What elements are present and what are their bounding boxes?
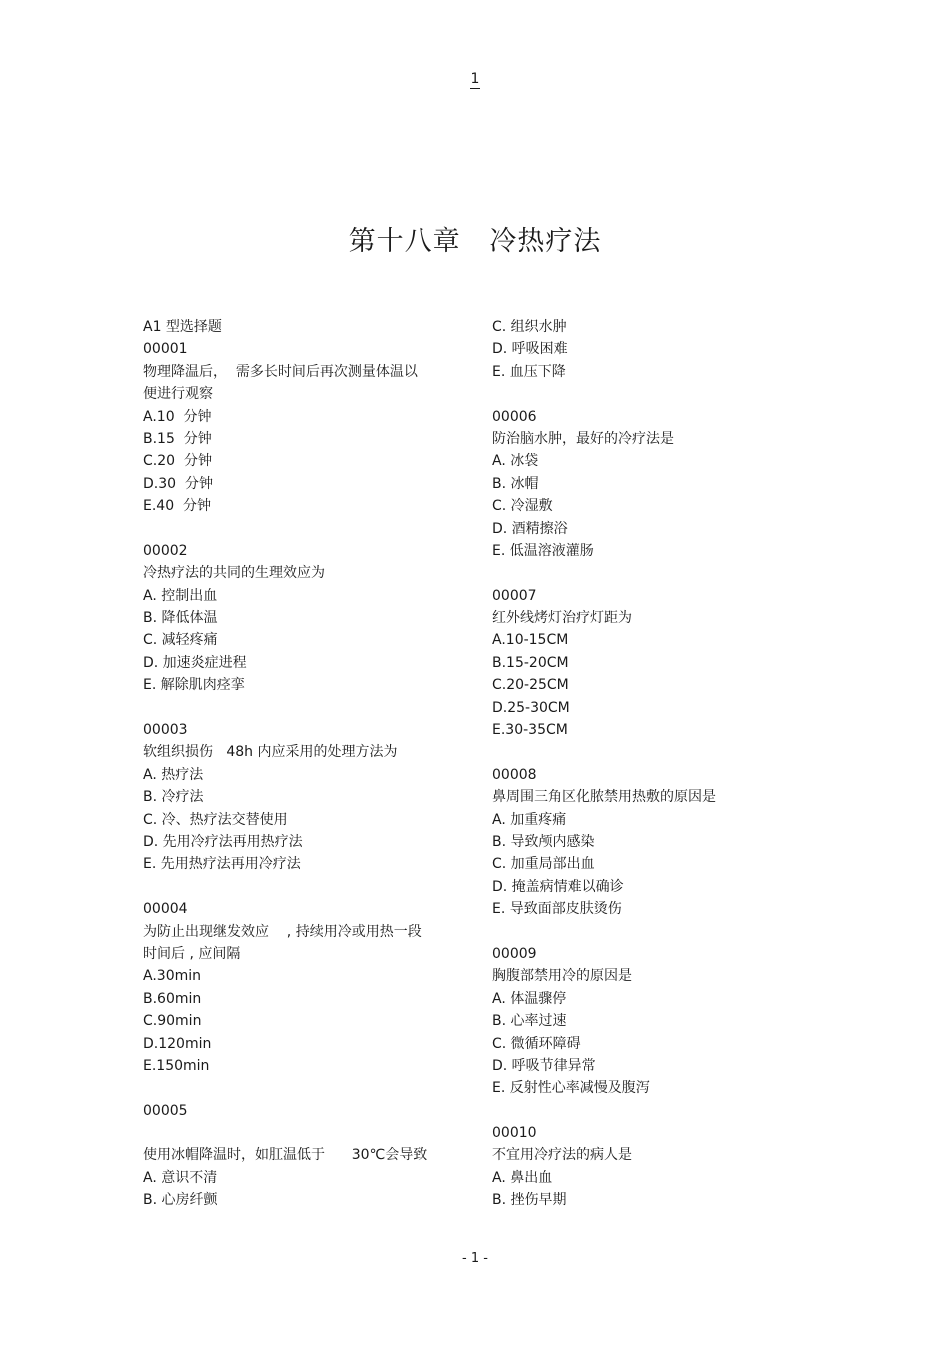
answer-option: B. 导致颅内感染 xyxy=(492,833,595,850)
answer-option: E. 导致面部皮肤烫伤 xyxy=(492,901,622,918)
answer-option: D. 先用冷疗法再用热疗法 xyxy=(143,833,303,850)
answer-option: D. 呼吸困难 xyxy=(492,341,568,358)
question-text: 时间后 , 应间隔 xyxy=(143,945,241,962)
blank-line xyxy=(492,562,802,584)
answer-option: A. 体温骤停 xyxy=(492,990,567,1007)
footer-page-number: - 1 - xyxy=(462,1251,488,1266)
answer-option: C.20 分钟 xyxy=(143,453,212,470)
answer-option: E. 反射性心率减慢及腹泻 xyxy=(492,1080,650,1097)
question-text: 红外线烤灯治疗灯距为 xyxy=(492,610,632,627)
section-heading: A1 型选择题 xyxy=(143,319,222,335)
question-text: 便进行观察 xyxy=(143,386,213,403)
answer-option: E. 低温溶液灌肠 xyxy=(492,542,594,559)
answer-option: B. 挫伤早期 xyxy=(492,1192,567,1209)
question-text: 为防止出现继发效应 , 持续用冷或用热一段 xyxy=(143,923,422,940)
answer-option: D.120min xyxy=(143,1035,212,1052)
answer-option: C. 减轻疼痛 xyxy=(143,632,218,649)
question-text: 软组织损伤 48h 内应采用的处理方法为 xyxy=(143,744,398,761)
chapter-title: 第十八章 冷热疗法 xyxy=(348,226,602,257)
blank-line xyxy=(492,921,802,943)
question-number: 00010 xyxy=(492,1125,537,1142)
answer-option: B.15 分钟 xyxy=(143,430,212,447)
answer-option: D. 酒精擦浴 xyxy=(492,520,568,537)
left-column xyxy=(143,316,453,1212)
answer-option: C.20-25CM xyxy=(492,677,569,694)
question-number: 00004 xyxy=(143,901,188,918)
answer-option: C. 加重局部出血 xyxy=(492,856,595,873)
question-number: 00001 xyxy=(143,341,188,358)
blank-line xyxy=(143,697,453,719)
answer-option: B. 心房纤颤 xyxy=(143,1192,218,1209)
answer-option: A. 鼻出血 xyxy=(492,1169,553,1186)
question-number: 00002 xyxy=(143,542,188,559)
answer-option: D. 掩盖病情难以确诊 xyxy=(492,878,624,895)
question-text: 鼻周围三角区化脓禁用热敷的原因是 xyxy=(492,789,716,806)
blank-line xyxy=(143,1122,453,1144)
answer-option: E.40 分钟 xyxy=(143,498,212,515)
question-text: 胸腹部禁用冷的原因是 xyxy=(492,968,632,985)
question-number: 00009 xyxy=(492,945,537,962)
answer-option: A. 冰袋 xyxy=(492,453,539,470)
header-page-number-text: 1 xyxy=(470,71,480,87)
question-text: 使用冰帽降温时，如肛温低于 30℃会导致 xyxy=(143,1147,428,1164)
question-number: 00007 xyxy=(492,587,537,604)
answer-option: A. 加重疼痛 xyxy=(492,811,567,828)
answer-option: B. 心率过速 xyxy=(492,1013,567,1030)
answer-option: A. 热疗法 xyxy=(143,766,204,783)
answer-option: E. 先用热疗法再用冷疗法 xyxy=(143,856,301,873)
answer-option: A. 意识不清 xyxy=(143,1169,218,1186)
blank-line xyxy=(143,876,453,898)
question-number: 00006 xyxy=(492,408,537,425)
answer-option: A.30min xyxy=(143,968,201,985)
answer-option: A.10-15CM xyxy=(492,632,569,649)
blank-line xyxy=(492,1100,802,1122)
question-text: 冷热疗法的共同的生理效应为 xyxy=(143,565,325,582)
answer-option: E.150min xyxy=(143,1057,210,1074)
answer-option: A.10 分钟 xyxy=(143,408,212,425)
question-number: 00005 xyxy=(143,1102,188,1119)
blank-line xyxy=(143,1077,453,1099)
answer-option: E.30-35CM xyxy=(492,722,568,739)
question-number: 00008 xyxy=(492,766,537,783)
answer-option: D.30 分钟 xyxy=(143,475,213,492)
answer-option: E. 解除肌肉痉挛 xyxy=(143,677,245,694)
answer-option: B. 冷疗法 xyxy=(143,789,204,806)
answer-option: B. 冰帽 xyxy=(492,475,539,492)
answer-option: C. 冷湿敷 xyxy=(492,498,553,515)
right-column xyxy=(492,316,802,1212)
question-text: 物理降温后， 需多长时间后再次测量体温以 xyxy=(143,363,418,380)
answer-option: D. 呼吸节律异常 xyxy=(492,1057,596,1074)
answer-option: C. 组织水肿 xyxy=(492,319,567,335)
question-text: 防治脑水肿，最好的冷疗法是 xyxy=(492,430,674,447)
blank-line xyxy=(492,383,802,405)
question-text: 不宜用冷疗法的病人是 xyxy=(492,1147,632,1164)
answer-option: B.15-20CM xyxy=(492,654,569,671)
header-page-number xyxy=(0,70,950,89)
answer-option: E. 血压下降 xyxy=(492,363,566,380)
answer-option: C.90min xyxy=(143,1013,202,1030)
blank-line xyxy=(143,518,453,540)
question-number: 00003 xyxy=(143,722,188,739)
answer-option: C. 微循环障碍 xyxy=(492,1035,581,1052)
blank-line xyxy=(492,741,802,763)
answer-option: C. 冷、热疗法交替使用 xyxy=(143,811,288,828)
answer-option: D.25-30CM xyxy=(492,699,570,716)
answer-option: B. 降低体温 xyxy=(143,610,218,627)
answer-option: D. 加速炎症进程 xyxy=(143,654,247,671)
answer-option: B.60min xyxy=(143,990,202,1007)
answer-option: A. 控制出血 xyxy=(143,587,218,604)
